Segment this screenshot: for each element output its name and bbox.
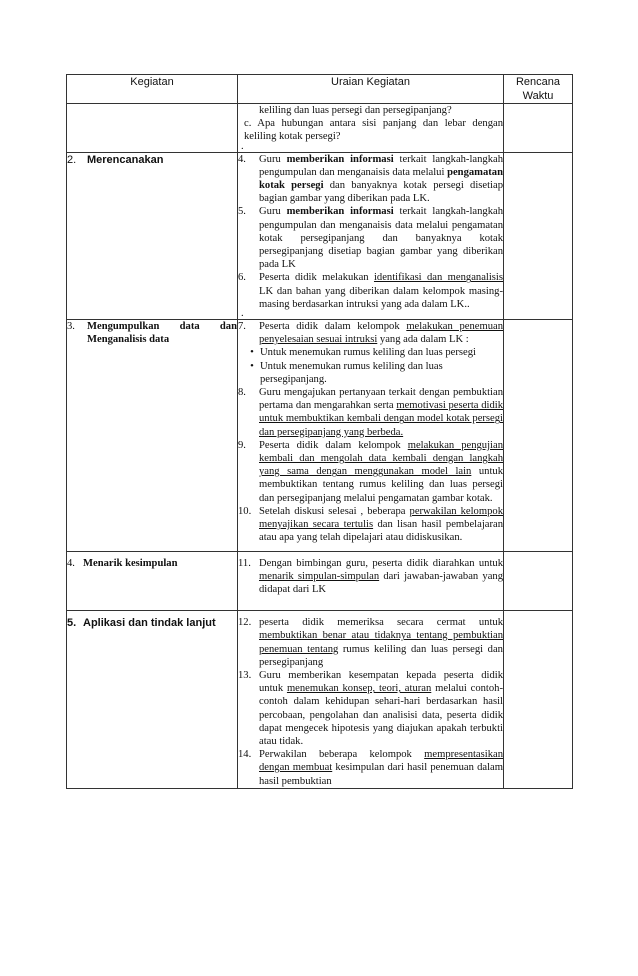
header-rencana-waktu: Rencana Waktu xyxy=(504,75,573,104)
stage-number: 5. xyxy=(67,617,77,630)
header-uraian-kegiatan: Uraian Kegiatan xyxy=(238,75,504,104)
table-header-row xyxy=(67,75,573,104)
stage-cell xyxy=(67,104,238,153)
table-row xyxy=(67,611,573,789)
time-cell xyxy=(504,152,573,319)
stage-cell xyxy=(67,320,238,551)
table-row xyxy=(67,551,573,611)
activity-item-8: 8. Guru mengajukan pertanyaan terkait dengan pembuktian pertama dan mengarahkan serta memotivasi peserta didik untuk membuktikan kembali dengan model kotak persegi dan persegipanjang yang berbeda. xyxy=(238,387,503,438)
activity-item-10: 10. Setelah diskusi selesai , beberapa perwakilan kelompok menyajikan secara tertulis dan lisan hasil pembelajaran atau apa yang telah dipelajari atau didiskusikan. xyxy=(238,505,503,544)
time-cell xyxy=(504,320,573,551)
lesson-activity-table xyxy=(66,74,573,789)
activity-cell xyxy=(238,104,504,153)
activity-cell xyxy=(238,551,504,611)
activity-item-12: 12. peserta didik memeriksa secara cermat untuk membuktikan benar atau tidaknya tentang pembuktian penemuan tentang rumus keliling dan luas persegi dan persegipanjang xyxy=(238,617,503,668)
time-cell xyxy=(504,551,573,611)
activity-cell xyxy=(238,152,504,319)
activity-cell xyxy=(238,611,504,789)
stage-cell xyxy=(67,551,238,611)
trailing-dot: . xyxy=(241,140,244,152)
stage-number: 3. xyxy=(67,321,75,333)
activity-item-5: 5. Guru memberikan informasi terkait langkah-langkah pengumpulan dan menganaisis data melalui pengamatan kotak persegipanjang dan banyaknya kotak persegipanjang disetiap bagian gambar yang diberikan pada LK xyxy=(238,206,503,271)
time-cell xyxy=(504,611,573,789)
activity-item-4: 4. Guru memberikan informasi terkait langkah-langkah pengumpulan dan menganaisis data melalui pengamatan kotak persegi dan banyaknya kotak persegi disetiap bagian gambar yang diberikan pada LK. xyxy=(238,153,503,205)
continued-question-text: keliling dan luas persegi dan persegipanjang? xyxy=(259,105,452,116)
stage-number: 2. xyxy=(67,153,77,166)
stage-number: 4. xyxy=(67,557,75,569)
activity-item-14: 14. Perwakilan beberapa kelompok mempresentasikan dengan membuat kesimpulan dari hasil penemuan dalam hasil pembuktian xyxy=(238,749,503,787)
stage-title: Mengumpulkan data dan Menganalisis data xyxy=(87,321,237,346)
activity-item-11: 11. Dengan bimbingan guru, peserta didik diarahkan untuk menarik simpulan-simpulan dari jawaban-jawaban yang didapat dari LK xyxy=(238,557,504,595)
activity-cell xyxy=(238,320,504,551)
stage-title: Menarik kesimpulan xyxy=(83,557,178,569)
activity-item-13: 13. Guru memberikan kesempatan kepada peserta didik untuk menemukan konsep, teori, aturan melalui contoh-contoh dalam kehidupan sehari-hari berdasarkan hasil percobaan, pengolahan dan analisisi data, peserta didik dapat mengecek hipotesis yang diajukan apakah terbukti atau tidak. xyxy=(238,669,503,747)
bullet-item: • Untuk menemukan rumus keliling dan luas persegi xyxy=(250,347,476,359)
activity-item-6: 6. Peserta didik melakukan identifikasi dan menganalisis LK dan bahan yang diberikan dalam kelompok masing-masing berdasarkan intruksi yang ada dalam LK.. xyxy=(238,272,503,310)
stage-title: Aplikasi dan tindak lanjut xyxy=(83,617,216,630)
table-row xyxy=(67,320,573,551)
activity-item-7: 7. Peserta didik dalam kelompok melakukan penemuan penyelesaian sesuai intruksi yang ada dalam LK : xyxy=(238,321,503,346)
stage-title: Merencanakan xyxy=(87,153,164,166)
activity-item-9: 9. Peserta didik dalam kelompok melakukan pengujian kembali dan mengolah data kembali dengan langkah yang sama dengan menggunakan model lain untuk membuktikan tentang rumus keliling dan luas persegi dan persegipanjang melalui pengamatan gambar kotak. xyxy=(238,439,504,504)
bullet-item: • Untuk menemukan rumus keliling dan luas persegipanjang. xyxy=(250,360,443,385)
stage-cell xyxy=(67,611,238,789)
table-row xyxy=(67,104,573,153)
stage-cell xyxy=(67,152,238,319)
trailing-dot: . xyxy=(241,308,244,320)
header-kegiatan: Kegiatan xyxy=(67,75,238,104)
time-cell xyxy=(504,104,573,153)
table-row xyxy=(67,152,573,319)
question-c: c. Apa hubungan antara sisi panjang dan lebar dengan keliling kotak persegi? xyxy=(244,118,503,143)
